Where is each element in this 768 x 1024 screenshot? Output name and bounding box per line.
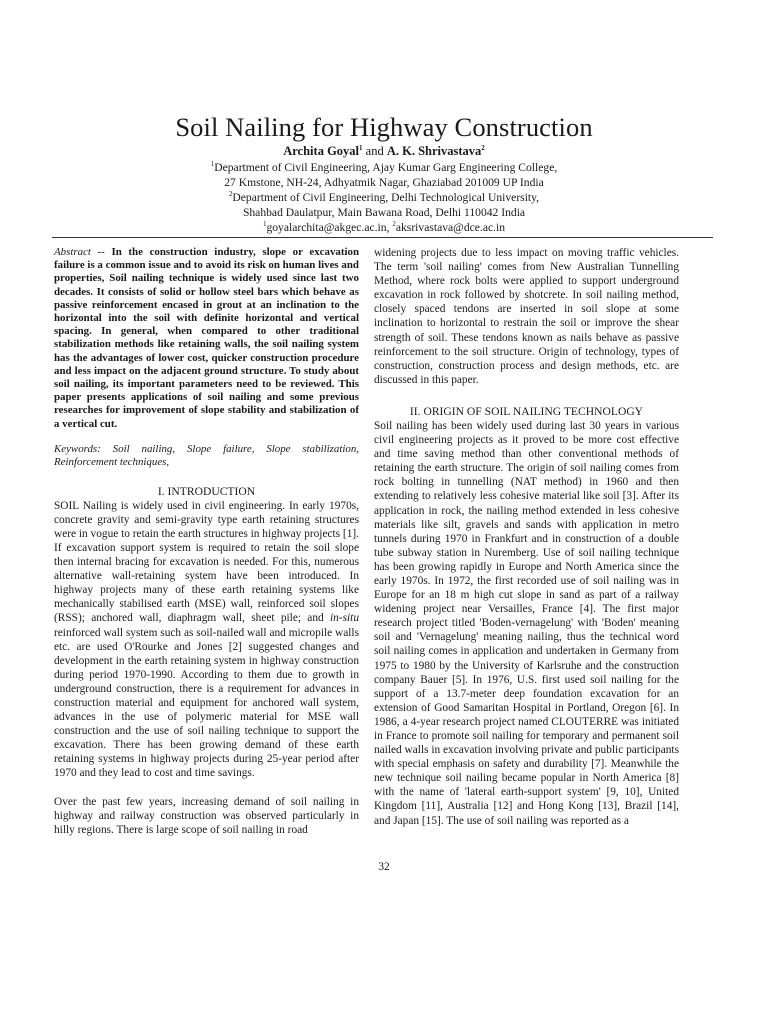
affiliation-line: [0, 190, 768, 205]
affiliation-marker: 1: [210, 160, 215, 169]
abstract-label: Abstract: [54, 246, 91, 258]
section-heading-origin: II. ORIGIN OF SOIL NAILING TECHNOLOGY: [409, 404, 644, 418]
author-list: [0, 143, 768, 159]
affiliation-marker: 2: [228, 190, 233, 199]
body-paragraph: [54, 499, 359, 781]
left-column: [54, 246, 359, 837]
affiliation-marker: 1: [262, 220, 267, 229]
affiliations: [0, 160, 768, 235]
abstract: [54, 246, 359, 431]
affiliation-line: 27 Kmstone, NH-24, Adhyatmik Nagar, Ghaziabad 201009 UP India: [224, 176, 544, 189]
affiliation-marker: 2: [392, 220, 396, 229]
paper-title: Soil Nailing for Highway Construction: [175, 112, 593, 142]
affiliation-text: Department of Civil Engineering, Ajay Kumar Garg Engineering College,: [214, 161, 558, 174]
keywords: Keywords: Soil nailing, Slope failure, Slope stabilization, Reinforcement techniques,: [54, 442, 359, 469]
email-address: goyalarchita@akgec.ac.in,: [266, 221, 393, 234]
affiliation-marker: 2: [481, 143, 485, 152]
author-separator: and: [362, 144, 387, 158]
body-paragraph: Over the past few years, increasing demand of soil nailing in highway and railway construction was observed particularly in hilly regions. There is large scope of soil nailing in road: [54, 795, 359, 836]
body-text-italic: in-situ: [330, 612, 359, 625]
body-text: SOIL Nailing is widely used in civil engineering. In early 1970s, concrete gravity and semi-gravity type earth retaining structures were in vogue to retain the earth structures in highway projects [1]. If excavation support system is required to retain the soil slope then internal bracing for excavation is needed. For this, numerous alternative wall-retaining system have been introduced. In highway projects many of these earth retaining systems like mechanically stabilised earth (MSE) wall, reinforced soil slopes (RSS); anchored wall, diaphragm wall, sheet pile; and: [54, 499, 359, 625]
email-address: aksrivastava@dce.ac.in: [395, 221, 506, 234]
body-paragraph: Soil nailing has been widely used during last 30 years in various civil engineering projects as it proved to be more cost effective and time saving method than other conventional methods of retaining the earth structure. The origin of soil nailing comes from rock bolting in tunnelling (NAT method) in 1960 and then extending to relatively less cohesive material like soil [3]. After its application in rock, the nailing method extended in less cohesive materials like silt, gravels and sands with application in metro tunnels during 1970 in Frankfurt and in construction of a double tube subway station in Nuremberg. Use of soil nailing technique has been growing rapidly in Europe and North America since the early 1970s. In 1972, the first recorded use of soil nailing was in Europe for an 18 m high cut slope in sand as part of a railway widening project near Versailles, France [4]. The first major research project titled 'Boden-vernagelung' with 'Boden' meaning soil and 'Vernagelung' meaning nailing, thus the technical word soil nailing comes in application and undertaken in Germany from 1975 to 1980 by the University of Karlsruhe and the construction company Bauer [5]. In 1976, U.S. first used soil nailing for the support of a 13.7-meter deep foundation excavation for an extension of Good Samaritan Hospital in Portland, Oregon [6]. In 1986, a 4-year research project named CLOUTERRE was initiated in France to promote soil nailing for temporary and permanent soil nailed walls in excavation involving private and public participants with special emphasis on safety and durability [7]. Meanwhile the new technique soil nailing became popular in North America [8] with the name of 'lateral earth-support system' [9, 10], United Kingdom [11], Australia [12] and Hong Kong [13], Brazil [14], and Japan [15]. The use of soil nailing was reported as a: [374, 419, 679, 827]
affiliation-line: Shahbad Daulatpur, Main Bawana Road, Delhi 110042 India: [242, 206, 526, 219]
header-divider: [52, 237, 713, 238]
affiliation-text: Department of Civil Engineering, Delhi Technological University,: [232, 191, 540, 204]
affiliation-line: [0, 160, 768, 175]
body-paragraph: widening projects due to less impact on moving traffic vehicles. The term 'soil nailing' comes from New Australian Tunnelling Method, where rock bolts were applied to support underground excavation in rock followed by shotcrete. In soil nailing method, closely spaced tendons are inserted in soil slope at some inclination to horizontal to restrain the soil or improve the shear strength of soil. These tendons known as nails behave as passive reinforcement to the soil structure. Origin of technology, types of construction, construction process and design methods, etc. are discussed in this paper.: [374, 247, 679, 386]
right-column: [374, 246, 679, 828]
abstract-text: In the construction industry, slope or excavation failure is a common issue and to avoid its risk on human lives and properties, Soil nailing technique is widely used since last two decades. It consists of solid or hollow steel bars which behave as passive reinforcement encased in grout at an inclination to the horizontal into the soil with definite horizontal and vertical spacing. In general, when compared to other traditional stabilization methods like retaining walls, the soil nailing system has the advantages of lower cost, quicker construction procedure and less impact on the adjacent ground structure. To study about soil nailing, its important parameters need to be reviewed. This paper presents applications of soil nailing and some previous researches for improvement of slope stability and stabilization of a vertical cut.: [54, 246, 359, 430]
author-name: A. K. Shrivastava: [386, 144, 482, 158]
body-text: reinforced wall system such as soil-nailed wall and micropile walls etc. are used O'Rourke and Jones [2] suggested changes and development in the earth retaining system in highway construction during period 1970-1990. According to them due to growth in underground construction, there is a requirement for advances in construction material and equipment for anchored wall system, advances in the use of polymeric material for MSE wall construction and the use of soil nailing technique to support the excavation. There has been growing demand of these earth retaining systems in highway projects during 25-year period after 1970 and they lead to cost and time savings.: [54, 626, 359, 780]
author-name: Archita Goyal: [283, 144, 360, 158]
email-line: [0, 220, 768, 235]
abstract-separator: --: [90, 246, 112, 258]
section-heading-introduction: I. INTRODUCTION: [157, 484, 256, 498]
affiliation-marker: 1: [359, 143, 363, 152]
page-number: 32: [378, 860, 390, 873]
